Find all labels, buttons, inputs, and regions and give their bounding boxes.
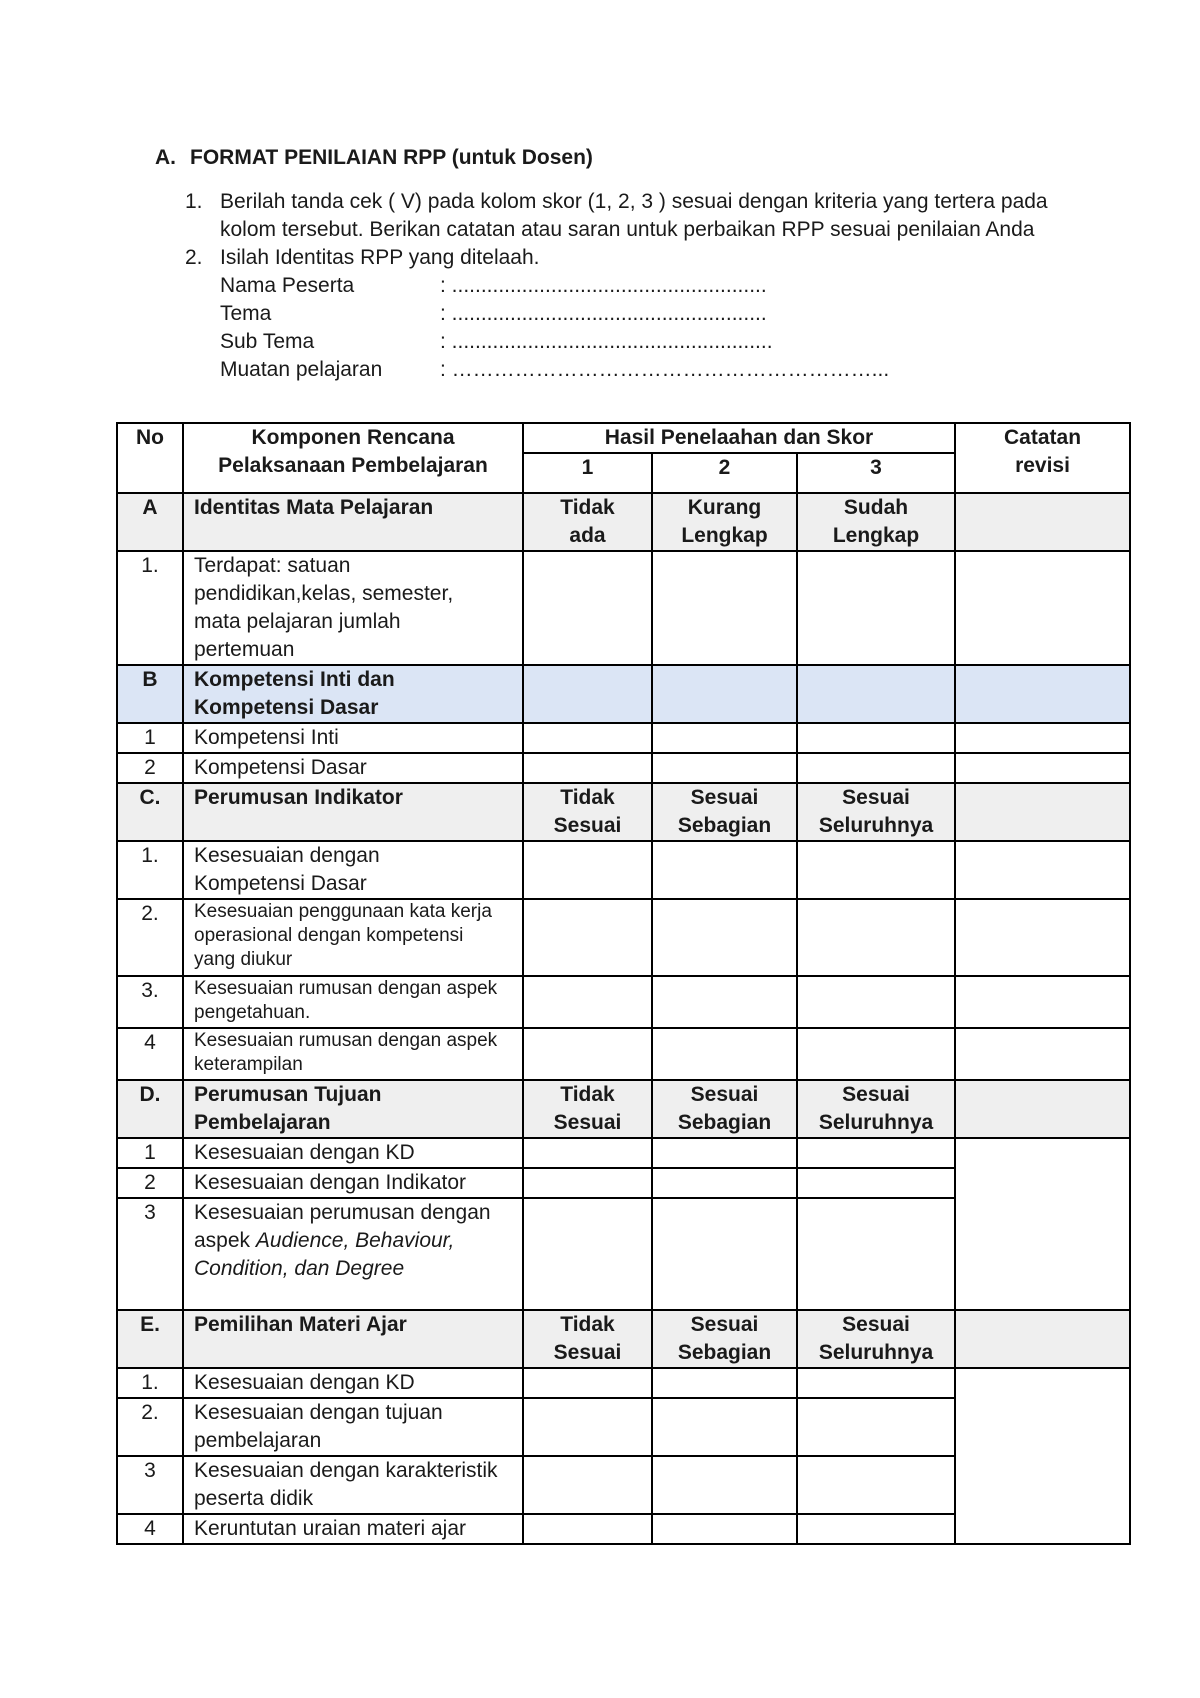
score-cell-2[interactable] (652, 723, 797, 753)
header-no: No (117, 423, 183, 493)
score-cell-2[interactable] (652, 1398, 797, 1456)
section-no: D. (117, 1080, 183, 1138)
score-cell-3[interactable] (797, 1514, 955, 1544)
section-heading (155, 146, 593, 170)
section-no: B (117, 665, 183, 723)
row-no: 4 (117, 1028, 183, 1080)
row-text-plain: Kesesuaian perumusan dengan aspek (194, 1201, 491, 1252)
table-row (117, 1138, 1130, 1168)
score-cell-1[interactable] (523, 976, 652, 1028)
score-cell-3[interactable] (797, 1028, 955, 1080)
notes-cell[interactable] (955, 976, 1130, 1028)
row-no: 1 (117, 723, 183, 753)
table-row (117, 723, 1130, 753)
notes-cell[interactable] (955, 551, 1130, 665)
score-criteria-1: Tidak Sesuai (523, 1080, 652, 1138)
score-cell-1[interactable] (523, 1368, 652, 1398)
table-row (117, 1368, 1130, 1398)
row-text: Kesesuaian rumusan dengan aspek keterampilan (183, 1028, 523, 1080)
score-cell-3[interactable] (797, 899, 955, 976)
score-cell-1[interactable] (523, 551, 652, 665)
instruction-item (185, 244, 1085, 272)
table-row (117, 899, 1130, 976)
score-cell-1[interactable] (523, 1398, 652, 1456)
row-text: Kesesuaian dengan KD (183, 1368, 523, 1398)
score-criteria-3: Sesuai Seluruhnya (797, 1080, 955, 1138)
table-row (117, 841, 1130, 899)
row-no: 1. (117, 551, 183, 665)
score-criteria-3: Sesuai Seluruhnya (797, 1310, 955, 1368)
score-cell-3[interactable] (797, 753, 955, 783)
score-cell-2[interactable] (652, 1198, 797, 1310)
section-row-c (117, 783, 1130, 841)
table-header-row (117, 423, 1130, 453)
notes-cell[interactable] (955, 1368, 1130, 1544)
notes-cell[interactable] (955, 899, 1130, 976)
section-no: A (117, 493, 183, 551)
header-scores-title: Hasil Penelaahan dan Skor (523, 423, 955, 453)
row-no: 2. (117, 899, 183, 976)
score-cell-1[interactable] (523, 1168, 652, 1198)
score-cell-2[interactable] (652, 1456, 797, 1514)
section-no: E. (117, 1310, 183, 1368)
score-criteria-2: Sesuai Sebagian (652, 1310, 797, 1368)
section-row-e (117, 1310, 1130, 1368)
header-score-1: 1 (523, 453, 652, 493)
identity-value[interactable]: : ...................................................... (440, 274, 767, 297)
score-cell-2[interactable] (652, 665, 797, 723)
section-title: Perumusan Tujuan Pembelajaran (183, 1080, 523, 1138)
identity-value[interactable]: : ……………………………………………………... (440, 358, 890, 381)
score-cell-3[interactable] (797, 1138, 955, 1168)
score-cell-3[interactable] (797, 1198, 955, 1310)
score-cell-1[interactable] (523, 1028, 652, 1080)
score-cell-2[interactable] (652, 1138, 797, 1168)
notes-cell[interactable] (955, 753, 1130, 783)
score-cell-3[interactable] (797, 1398, 955, 1456)
section-no: C. (117, 783, 183, 841)
score-cell-2[interactable] (652, 841, 797, 899)
row-no: 2 (117, 753, 183, 783)
score-cell-3[interactable] (797, 1168, 955, 1198)
instruction-text: Berilah tanda cek ( V) pada kolom skor (1, 2, 3 ) sesuai dengan kriteria yang tertera pada kolom tersebut. Berikan catatan atau saran untuk perbaikan RPP sesuai penilaian Anda (220, 190, 1048, 241)
row-text (183, 1198, 523, 1310)
identity-label: Sub Tema (220, 330, 315, 353)
row-no: 3. (117, 976, 183, 1028)
score-cell-3[interactable] (797, 551, 955, 665)
score-criteria-1: Tidak Sesuai (523, 783, 652, 841)
notes-cell[interactable] (955, 1080, 1130, 1138)
score-cell-3[interactable] (797, 1368, 955, 1398)
instruction-number: 2. (185, 246, 203, 269)
notes-cell[interactable] (955, 1028, 1130, 1080)
score-cell-1[interactable] (523, 1198, 652, 1310)
score-cell-1[interactable] (523, 899, 652, 976)
row-text: Kesesuaian dengan tujuan pembelajaran (183, 1398, 523, 1456)
score-cell-2[interactable] (652, 1168, 797, 1198)
header-component: Komponen Rencana Pelaksanaan Pembelajaran (183, 423, 523, 493)
identity-label: Tema (220, 302, 272, 325)
score-cell-1[interactable] (523, 1138, 652, 1168)
identity-label: Muatan pelajaran (220, 358, 383, 381)
heading-title: FORMAT PENILAIAN RPP (untuk Dosen) (190, 146, 593, 169)
row-no: 1. (117, 841, 183, 899)
assessment-table (116, 422, 1131, 1545)
identity-row (220, 328, 1085, 356)
row-no: 4 (117, 1514, 183, 1544)
row-no: 3 (117, 1456, 183, 1514)
identity-label: Nama Peserta (220, 274, 355, 297)
row-text: Kesesuaian rumusan dengan aspek pengetahuan. (183, 976, 523, 1028)
score-cell-2[interactable] (652, 976, 797, 1028)
notes-cell[interactable] (955, 783, 1130, 841)
identity-value[interactable]: : ....................................................... (440, 330, 773, 353)
score-cell-3[interactable] (797, 1456, 955, 1514)
score-criteria-2: Sesuai Sebagian (652, 1080, 797, 1138)
instruction-item (185, 188, 1085, 244)
section-title: Kompetensi Inti dan Kompetensi Dasar (183, 665, 523, 723)
identity-row (220, 272, 1085, 300)
instruction-text: Isilah Identitas RPP yang ditelaah. (220, 246, 540, 269)
instruction-number: 1. (185, 190, 203, 213)
score-cell-1[interactable] (523, 753, 652, 783)
score-cell-2[interactable] (652, 753, 797, 783)
notes-cell[interactable] (955, 841, 1130, 899)
score-cell-2[interactable] (652, 1368, 797, 1398)
score-cell-3[interactable] (797, 665, 955, 723)
row-text-italic: Audience, Behaviour, Condition, dan Degree (194, 1229, 455, 1280)
identity-row (220, 300, 1085, 328)
score-cell-1[interactable] (523, 1514, 652, 1544)
score-cell-3[interactable] (797, 976, 955, 1028)
score-cell-2[interactable] (652, 1514, 797, 1544)
score-cell-2[interactable] (652, 551, 797, 665)
notes-cell[interactable] (955, 1310, 1130, 1368)
score-criteria-1: Tidak ada (523, 493, 652, 551)
row-text: Keruntutan uraian materi ajar (183, 1514, 523, 1544)
row-text: Kesesuaian dengan KD (183, 1138, 523, 1168)
score-criteria-1: Tidak Sesuai (523, 1310, 652, 1368)
score-criteria-2: Kurang Lengkap (652, 493, 797, 551)
row-no: 3 (117, 1198, 183, 1310)
row-text: Kesesuaian penggunaan kata kerja operasional dengan kompetensi yang diukur (183, 899, 523, 976)
notes-cell[interactable] (955, 1138, 1130, 1310)
table-row (117, 976, 1130, 1028)
notes-cell[interactable] (955, 723, 1130, 753)
section-row-d (117, 1080, 1130, 1138)
row-no: 2. (117, 1398, 183, 1456)
section-row-b (117, 665, 1130, 723)
row-no: 2 (117, 1168, 183, 1198)
score-cell-1[interactable] (523, 1456, 652, 1514)
section-title: Identitas Mata Pelajaran (183, 493, 523, 551)
notes-cell[interactable] (955, 493, 1130, 551)
header-score-2: 2 (652, 453, 797, 493)
header-score-3: 3 (797, 453, 955, 493)
table-row (117, 753, 1130, 783)
score-cell-2[interactable] (652, 899, 797, 976)
row-text: Kesesuaian dengan Kompetensi Dasar (183, 841, 523, 899)
score-criteria-3: Sudah Lengkap (797, 493, 955, 551)
header-notes: Catatan revisi (955, 423, 1130, 493)
score-cell-1[interactable] (523, 665, 652, 723)
score-cell-1[interactable] (523, 841, 652, 899)
section-row-a (117, 493, 1130, 551)
score-cell-1[interactable] (523, 723, 652, 753)
table-row (117, 1028, 1130, 1080)
row-no: 1. (117, 1368, 183, 1398)
row-text: Terdapat: satuan pendidikan,kelas, semester, mata pelajaran jumlah pertemuan (183, 551, 523, 665)
notes-cell[interactable] (955, 665, 1130, 723)
score-cell-3[interactable] (797, 723, 955, 753)
score-cell-3[interactable] (797, 841, 955, 899)
table-row (117, 551, 1130, 665)
row-text: Kompetensi Inti (183, 723, 523, 753)
identity-fields (185, 272, 1085, 384)
score-cell-2[interactable] (652, 1028, 797, 1080)
score-criteria-3: Sesuai Seluruhnya (797, 783, 955, 841)
section-title: Pemilihan Materi Ajar (183, 1310, 523, 1368)
row-text: Kompetensi Dasar (183, 753, 523, 783)
row-text: Kesesuaian dengan karakteristik peserta didik (183, 1456, 523, 1514)
identity-value[interactable]: : ...................................................... (440, 302, 767, 325)
section-title: Perumusan Indikator (183, 783, 523, 841)
score-criteria-2: Sesuai Sebagian (652, 783, 797, 841)
identity-row (220, 356, 1085, 384)
instructions (185, 188, 1085, 384)
heading-label: A. (155, 146, 176, 169)
row-text: Kesesuaian dengan Indikator (183, 1168, 523, 1198)
row-no: 1 (117, 1138, 183, 1168)
